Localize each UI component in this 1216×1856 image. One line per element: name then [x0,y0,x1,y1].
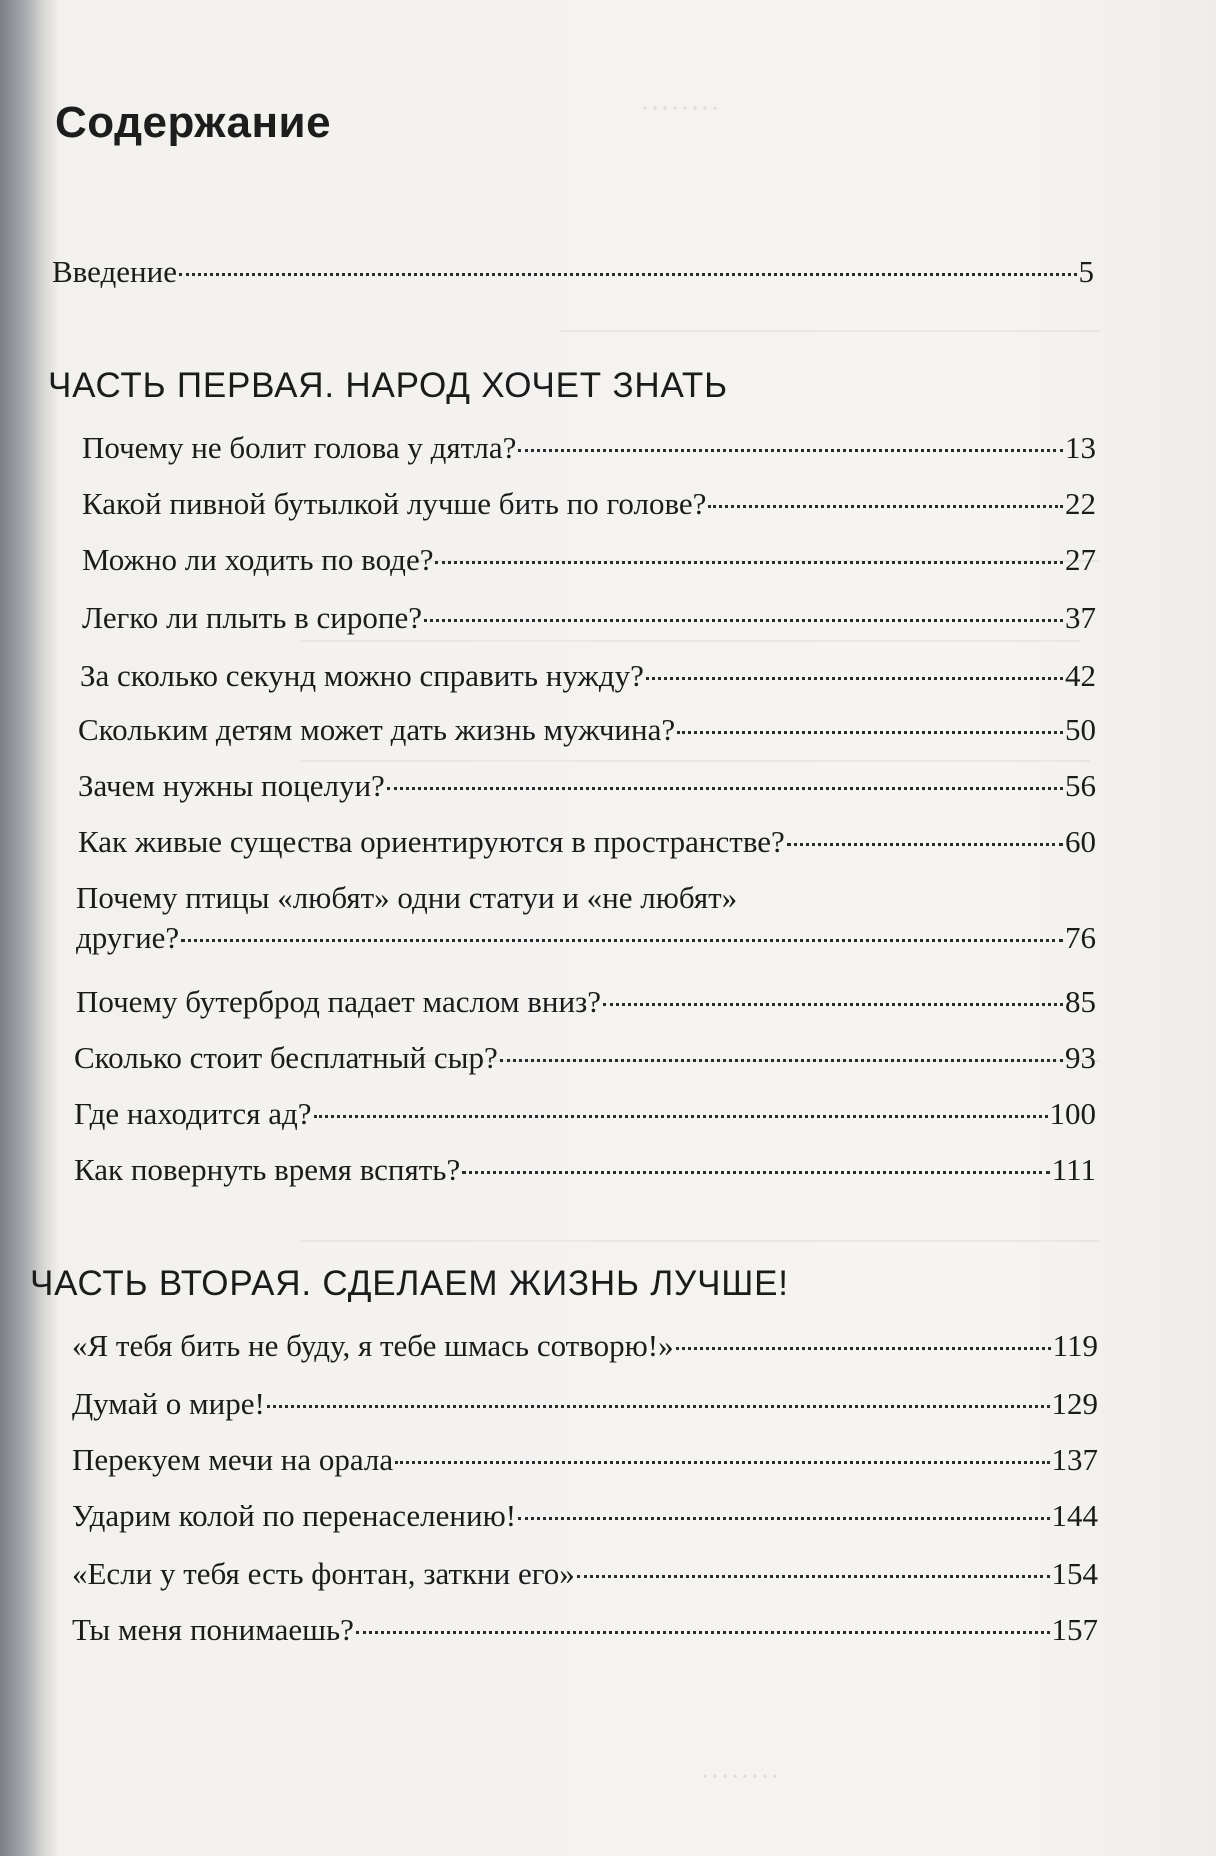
toc-entry [74,1094,1096,1134]
toc-entry [82,484,1096,524]
toc-entry-intro [52,252,1094,292]
toc-entry [72,1440,1098,1480]
toc-entry [74,1150,1096,1190]
dot-leader [708,505,1063,508]
dot-leader [676,1347,1051,1350]
toc-entry-label-line2: другие? [76,920,180,955]
dot-leader [500,1059,1063,1062]
dot-leader [181,939,1063,942]
toc-entry-label-line1: Почему птицы «любят» одни статуи и «не любят» [76,880,738,915]
dot-leader [267,1405,1050,1408]
toc-entry-label: Ты меня понимаешь? [72,1612,354,1647]
part-two-heading: ЧАСТЬ ВТОРАЯ. СДЕЛАЕМ ЖИЗНЬ ЛУЧШЕ! [30,1264,789,1303]
part-one-heading: ЧАСТЬ ПЕРВАЯ. НАРОД ХОЧЕТ ЗНАТЬ [48,366,728,405]
toc-entry [72,1326,1098,1366]
toc-entry-label: Введение [52,254,177,289]
toc-entry-page: 111 [1051,1152,1096,1187]
toc-entry-page: 144 [1051,1498,1098,1533]
toc-entry-page: 60 [1065,824,1096,859]
toc-entry-label: «Если у тебя есть фонтан, заткни его» [72,1556,575,1591]
show-through-background: ········ ········ [0,0,1216,1856]
toc-entry-page: 137 [1051,1442,1098,1477]
toc-entry-page: 56 [1065,768,1096,803]
toc-entry-label: Зачем нужны поцелуи? [78,768,385,803]
toc-entry-page: 119 [1052,1328,1098,1363]
toc-entry-label: Можно ли ходить по воде? [82,542,434,577]
toc-entry [80,656,1096,696]
toc-entry [74,1038,1096,1078]
toc-entry-page: 5 [1078,254,1094,289]
toc-entry-page: 76 [1065,920,1096,955]
dot-leader [356,1631,1050,1634]
toc-entry [78,766,1096,806]
toc-entry-label: Где находится ад? [74,1096,312,1131]
toc-entry-label: Перекуем мечи на орала [72,1442,394,1477]
dot-leader [577,1575,1050,1578]
toc-entry-page: 27 [1065,542,1096,577]
toc-entry-page: 93 [1065,1040,1096,1075]
toc-entry-label: Сколько стоит бесплатный сыр? [74,1040,498,1075]
dot-leader [387,787,1063,790]
toc-entry-label: Почему не болит голова у дятла? [82,430,517,465]
toc-entry-page: 85 [1065,984,1096,1019]
toc-entry-label: За сколько секунд можно справить нужду? [80,658,644,693]
toc-entry [72,1610,1098,1650]
toc-entry [72,1554,1098,1594]
toc-entry-label: «Я тебя бить не буду, я тебе шмась сотворю!» [72,1328,674,1363]
toc-entry-label: Скольким детям может дать жизнь мужчина? [78,712,676,747]
toc-entry [72,1384,1098,1424]
dot-leader [395,1461,1049,1464]
toc-entry-page: 37 [1065,600,1096,635]
toc-entry-page: 50 [1065,712,1096,747]
dot-leader [424,619,1063,622]
toc-entry-page: 157 [1051,1612,1098,1647]
toc-entry-label: Думай о мире! [72,1386,265,1421]
toc-entry-page: 154 [1051,1556,1098,1591]
toc-entry-label: Как живые существа ориентируются в пространстве? [78,824,785,859]
dot-leader [603,1003,1063,1006]
toc-entry [78,822,1096,862]
dot-leader [462,1171,1050,1174]
toc-entry [82,540,1096,580]
toc-entry [82,598,1096,638]
toc-entry-label: Какой пивной бутылкой лучше бить по голове? [82,486,707,521]
toc-entry-label: Легко ли плыть в сиропе? [82,600,423,635]
dot-leader [677,731,1063,734]
toc-entry-multiline [76,878,1096,958]
dot-leader [435,561,1063,564]
dot-leader [518,449,1063,452]
toc-entry-page: 42 [1065,658,1096,693]
toc-entry [76,982,1096,1022]
toc-entry-label: Ударим колой по перенаселению! [72,1498,517,1533]
toc-entry-label: Почему бутерброд падает маслом вниз? [76,984,602,1019]
toc-entry [78,710,1096,750]
dot-leader [179,273,1077,276]
toc-entry [82,428,1096,468]
toc-entry-page: 22 [1065,486,1096,521]
dot-leader [314,1115,1048,1118]
dot-leader [646,677,1063,680]
toc-entry-page: 100 [1049,1096,1096,1131]
page-title: Содержание [55,98,332,147]
toc-entry-page: 13 [1065,430,1096,465]
toc-entry-line2 [76,918,1096,958]
toc-entry-page: 129 [1051,1386,1098,1421]
toc-entry-label: Как повернуть время вспять? [74,1152,461,1187]
dot-leader [518,1517,1049,1520]
toc-entry [72,1496,1098,1536]
dot-leader [787,843,1063,846]
